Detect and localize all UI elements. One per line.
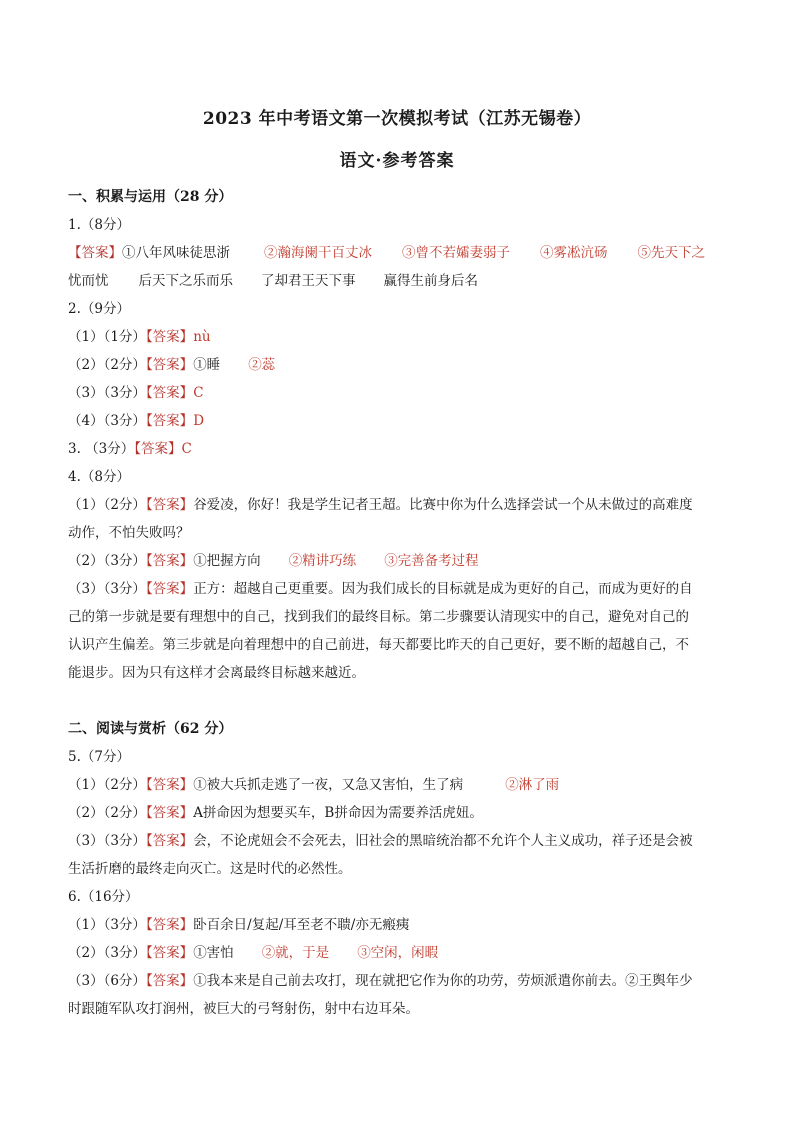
q2-part-1 (68, 323, 728, 351)
answer-b: ②精讲巧练 (288, 553, 357, 569)
answer-tag: 【答案】 (145, 973, 194, 989)
answer-text: nù (193, 329, 211, 345)
q1-label: 1.（8分） (68, 217, 130, 233)
answer-a: ①把握方向 (193, 553, 261, 569)
q6-part-3-line-2: 时跟随军队攻打润州，被巨大的弓弩射伤，射中右边耳朵。 (68, 1001, 419, 1017)
q2-part-3 (68, 379, 728, 407)
q1-item-4: ④雾凇沆砀 (540, 245, 608, 261)
q6-label: 6.（16分） (68, 889, 139, 905)
q4-label: 4.（8分） (68, 469, 130, 485)
answer-b: ②就，于是 (261, 945, 330, 961)
answer-text: ①我本来是自己前去攻打，现在就把它作为你的功劳，劳烦派遣你前去。②王舆年少 (193, 973, 693, 989)
answer-tag: 【答案】 (145, 805, 194, 821)
q2-part-2 (68, 351, 728, 379)
page-subtitle: 语文·参考答案 (339, 151, 455, 171)
q1-item-6: 忧而忧 (68, 273, 109, 289)
answer-tag: 【答案】 (145, 385, 194, 401)
answer-text: 会，不论虎妞会不会死去，旧社会的黑暗统治都不允许个人主义成功，祥子还是会被 (193, 833, 693, 849)
q4-part-1-line-2: 动作，不怕失败吗？ (68, 525, 190, 541)
section-heading-1: 一、积累与运用（28 分） (68, 189, 233, 205)
page-title: 2023 年中考语文第一次模拟考试（江苏无锡卷） (202, 109, 592, 129)
answer-text: D (193, 413, 205, 429)
answer-text: C (181, 441, 192, 457)
q6-part-3-line-1 (68, 967, 728, 995)
q1-item-3: ③曾不若孀妻弱子 (402, 245, 510, 261)
part-number: （3）（6分） (68, 973, 146, 989)
q1-answer-line-2 (68, 267, 728, 295)
q3-label: 3. （3分） (68, 441, 135, 457)
answer-tag: 【答案】 (145, 497, 194, 513)
answer-b: ②淋了雨 (505, 777, 560, 793)
q6-part-1 (68, 911, 728, 939)
answer-tag: 【答案】 (145, 917, 194, 933)
part-number: （1）（2分） (68, 497, 146, 513)
q5-part-2 (68, 799, 728, 827)
part-number: （3）（3分） (68, 581, 146, 597)
q5-part-1 (68, 771, 728, 799)
q1-item-2: ②瀚海阑干百丈冰 (264, 245, 372, 261)
part-number: （1）（1分） (68, 329, 146, 345)
answer-tag: 【答案】 (145, 357, 194, 373)
answer-tag: 【答案】 (145, 553, 194, 569)
answer-tag: 【答案】 (145, 581, 194, 597)
section-heading-2: 二、阅读与赏析（62 分） (68, 721, 233, 737)
q4-part-1-line-1 (68, 491, 728, 519)
part-number: （2）（3分） (68, 945, 146, 961)
part-number: （1）（2分） (68, 777, 146, 793)
q1-item-9: 赢得生前身后名 (383, 273, 478, 289)
answer-a: ①害怕 (193, 945, 234, 961)
q4-part-2 (68, 547, 728, 575)
part-number: （3）（3分） (68, 385, 146, 401)
part-number: （2）（3分） (68, 553, 146, 569)
q2-label: 2.（9分） (68, 301, 130, 317)
q1-answer-line-1 (68, 239, 728, 267)
part-number: （2）（2分） (68, 805, 146, 821)
answer-tag: 【答案】 (145, 329, 194, 345)
answer-text: C (193, 385, 204, 401)
answer-tag: 【答案】 (145, 945, 194, 961)
q2-part-4 (68, 407, 728, 435)
part-number: （1）（3分） (68, 917, 146, 933)
q1-item-7: 后天下之乐而乐 (138, 273, 233, 289)
answer-b: ②蕊 (248, 357, 276, 373)
answer-a: ①被大兵抓走逃了一夜，又急又害怕，生了病 (193, 777, 464, 793)
q6-part-2 (68, 939, 728, 967)
answer-text: 卧百余日/复起/耳至老不聩/亦无瘢痍 (193, 917, 410, 933)
q1-item-8: 了却君王天下事 (261, 273, 356, 289)
q4-part-3-line-2: 己的第一步就是要有理想中的自己，找到我们的最终目标。第二步骤要认清现实中的自己，避免对自己的 (68, 609, 689, 625)
answer-a: ①睡 (193, 357, 221, 373)
answer-tag: 【答案】 (145, 833, 194, 849)
answer-tag: 【答案】 (145, 777, 194, 793)
q5-part-3-line-2: 生活折磨的最终走向灭亡。这是时代的必然性。 (68, 861, 352, 877)
answer-c: ③空闲，闲暇 (357, 945, 439, 961)
q4-part-3-line-1 (68, 575, 728, 603)
q4-part-3-line-3: 认识产生偏差。第三步就是向着理想中的自己前进，每天都要比昨天的自己更好，要不断的超越自己，不 (68, 637, 689, 653)
part-number: （4）（3分） (68, 413, 146, 429)
answer-text: A拼命因为想要买车，B拼命因为需要养活虎妞。 (193, 805, 483, 821)
answer-text: 正方：超越自己更重要。因为我们成长的目标就是成为更好的自己，而成为更好的自 (193, 581, 693, 597)
q3-line (68, 435, 728, 463)
answer-c: ③完善备考过程 (384, 553, 479, 569)
answer-tag: 【答案】 (134, 441, 182, 457)
answer-text: 谷爱凌，你好！我是学生记者王超。比赛中你为什么选择尝试一个从未做过的高难度 (193, 497, 693, 513)
answer-tag: 【答案】 (145, 413, 194, 429)
answer-tag: 【答案】 (68, 245, 122, 261)
q4-part-3-line-4: 能退步。因为只有这样才会离最终目标越来越近。 (68, 665, 365, 681)
q5-part-3-line-1 (68, 827, 728, 855)
q1-item-5: ⑤先天下之 (637, 245, 705, 261)
q1-item-1: ①八年风味徒思浙 (122, 245, 230, 261)
part-number: （2）（2分） (68, 357, 146, 373)
q5-label: 5.（7分） (68, 749, 130, 765)
part-number: （3）（3分） (68, 833, 146, 849)
